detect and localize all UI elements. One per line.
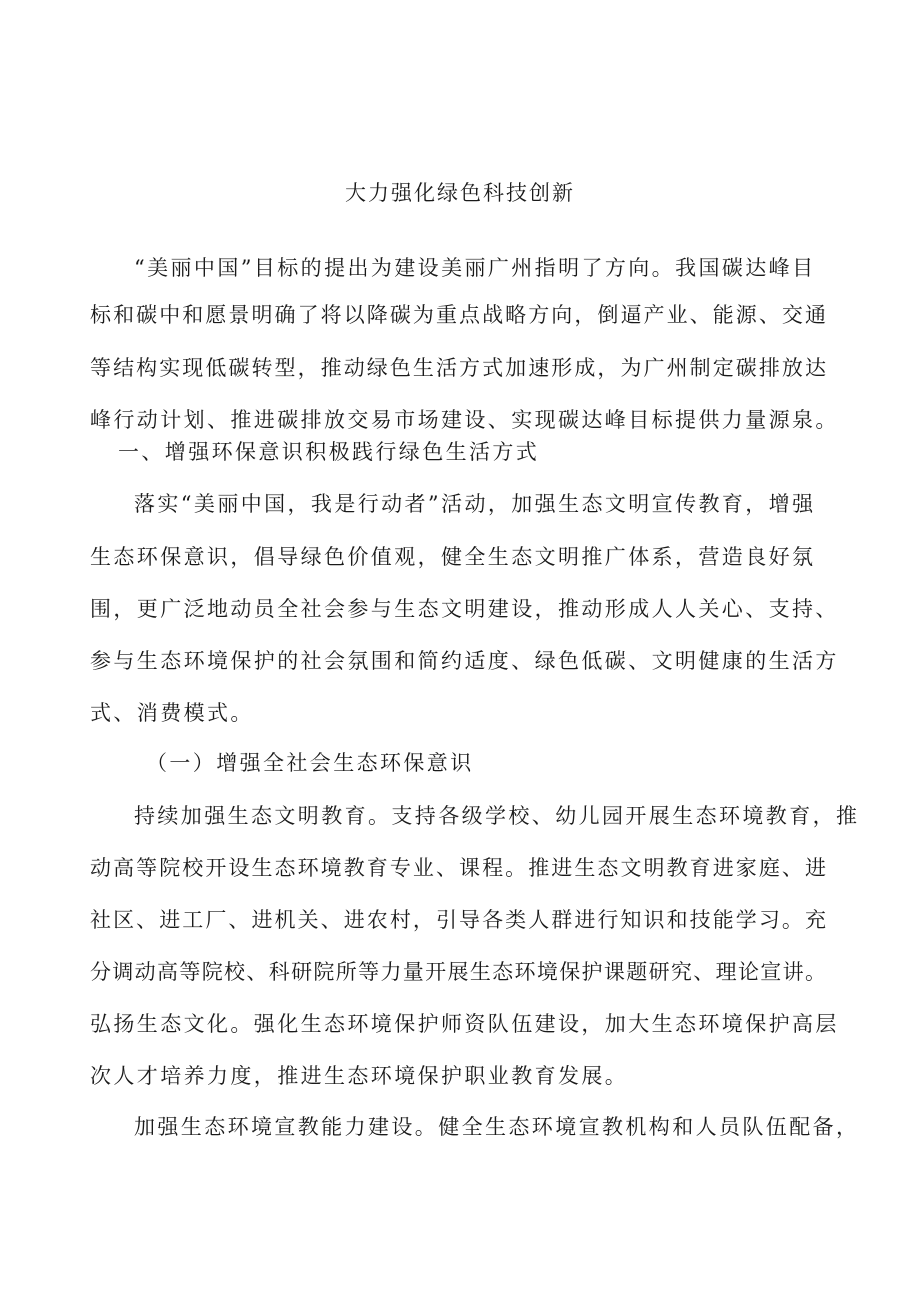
paragraph-line: 参与生态环境保护的社会氛围和简约适度、绿色低碳、文明健康的生活方: [90, 649, 839, 673]
paragraph-line: 生态环保意识，倡导绿色价值观，健全生态文明推广体系，营造良好氛: [90, 545, 816, 569]
paragraph-line: 围，更广泛地动员全社会参与生态文明建设，推动形成人人关心、支持、: [90, 597, 839, 621]
subsection-heading: （一）增强全社会生态环保意识: [146, 751, 474, 775]
paragraph-line: 社区、进工厂、进机关、进农村，引导各类人群进行知识和技能学习。充: [90, 908, 826, 932]
section-heading: 一、增强环保意识积极践行绿色生活方式: [118, 440, 540, 464]
paragraph-line: 次人才培养力度，推进生态环境保护职业教育发展。: [90, 1064, 629, 1088]
paragraph-line: “美丽中国”目标的提出为建设美丽广州指明了方向。我国碳达峰目: [134, 256, 816, 280]
paragraph-line: 落实“美丽中国，我是行动者”活动，加强生态文明宣传教育，增强: [134, 492, 816, 516]
paragraph-line: 分调动高等院校、科研院所等力量开展生态环境保护课题研究、理论宣讲。: [90, 960, 826, 984]
paragraph-line: 式、消费模式。: [90, 701, 254, 725]
paragraph-line: 标和碳中和愿景明确了将以降碳为重点战略方向，倒逼产业、能源、交通: [90, 303, 826, 327]
paragraph-line: 弘扬生态文化。强化生态环境保护师资队伍建设，加大生态环境保护高层: [90, 1012, 839, 1036]
paragraph-line: 等结构实现低碳转型，推动绿色生活方式加速形成，为广州制定碳排放达: [90, 356, 826, 380]
paragraph-line: 持续加强生态文明教育。支持各级学校、幼儿园开展生态环境教育，推: [134, 804, 860, 828]
paragraph-line: 动高等院校开设生态环境教育专业、课程。推进生态文明教育进家庭、进: [90, 856, 826, 880]
paragraph-line: 加强生态环境宣教能力建设。健全生态环境宣教机构和人员队伍配备，: [134, 1115, 860, 1139]
paragraph-line: 峰行动计划、推进碳排放交易市场建设、实现碳达峰目标提供力量源泉。: [90, 408, 839, 432]
document-title: 大力强化绿色科技创新: [345, 181, 575, 205]
